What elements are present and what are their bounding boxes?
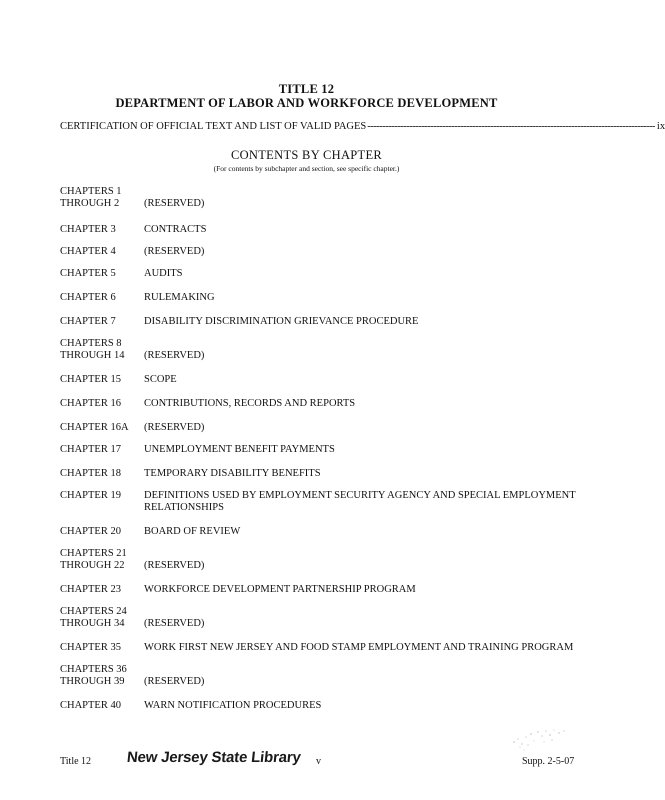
chapter-label-line: CHAPTERS 24 [60, 606, 127, 617]
chapter-label-line: CHAPTERS 36 [60, 664, 127, 675]
chapter-description-line: WARN NOTIFICATION PROCEDURES [144, 700, 322, 711]
chapter-description-line: TEMPORARY DISABILITY BENEFITS [144, 468, 321, 479]
chapter-row [60, 584, 590, 596]
chapter-label [60, 246, 144, 258]
chapter-label-line: THROUGH 22 [60, 560, 125, 571]
chapter-row [60, 490, 590, 514]
chapter-row [60, 444, 590, 456]
chapter-row [60, 292, 590, 304]
chapter-description-line: DEFINITIONS USED BY EMPLOYMENT SECURITY AGENCY AND SPECIAL EMPLOYMENT [144, 490, 576, 501]
chapter-label-line: CHAPTERS 8 [60, 338, 122, 349]
chapter-label [60, 186, 144, 210]
supplement-date: Supp. 2-5-07 [522, 756, 575, 767]
dot-leader: ------------------------------------------------------------------------------------------------ [367, 121, 655, 132]
chapter-label [60, 606, 144, 630]
chapter-description [144, 490, 590, 514]
chapter-description-line: (RESERVED) [144, 560, 205, 571]
chapter-label-line: THROUGH 34 [60, 618, 125, 629]
chapter-row [60, 526, 590, 538]
chapter-description-line: (RESERVED) [144, 618, 205, 629]
chapter-row [60, 246, 590, 258]
chapter-description-line: CONTRACTS [144, 224, 207, 235]
chapter-row [60, 664, 590, 688]
chapter-description [144, 246, 590, 258]
chapter-description-line: (RESERVED) [144, 246, 205, 257]
chapter-label-line: CHAPTER 17 [60, 444, 121, 455]
chapter-label-line: CHAPTERS 21 [60, 548, 127, 559]
chapter-label-line: CHAPTERS 1 [60, 186, 122, 197]
chapter-row [60, 186, 590, 210]
chapter-row [60, 468, 590, 480]
chapter-row [60, 548, 590, 572]
chapter-description [144, 468, 590, 480]
chapter-label-line: CHAPTER 16 [60, 398, 121, 409]
chapter-description-line: AUDITS [144, 268, 183, 279]
chapter-row [60, 398, 590, 410]
chapter-label-line: CHAPTER 35 [60, 642, 121, 653]
chapter-description [144, 700, 590, 712]
chapter-description-line: (RESERVED) [144, 198, 205, 209]
chapter-label-line: CHAPTER 16A [60, 422, 129, 433]
chapter-label [60, 664, 144, 688]
chapter-label-line: CHAPTER 18 [60, 468, 121, 479]
chapter-description-line: UNEMPLOYMENT BENEFIT PAYMENTS [144, 444, 335, 455]
chapter-label [60, 398, 144, 410]
chapter-description [144, 584, 590, 596]
chapter-description-line: (RESERVED) [144, 422, 205, 433]
chapter-label [60, 468, 144, 480]
chapter-description-line: CONTRIBUTIONS, RECORDS AND REPORTS [144, 398, 356, 409]
certification-page: ix [656, 121, 665, 132]
certification-text: CERTIFICATION OF OFFICIAL TEXT AND LIST OF VALID PAGES [60, 121, 367, 132]
chapter-description [144, 398, 590, 410]
chapter-label [60, 526, 144, 538]
chapter-description-line: DISABILITY DISCRIMINATION GRIEVANCE PROCEDURE [144, 316, 419, 327]
chapter-description-line: WORK FIRST NEW JERSEY AND FOOD STAMP EMPLOYMENT AND TRAINING PROGRAM [144, 642, 574, 653]
chapter-row [60, 606, 590, 630]
chapter-label-line: CHAPTER 23 [60, 584, 121, 595]
chapter-label-line: THROUGH 14 [60, 350, 125, 361]
chapter-description [144, 224, 590, 236]
chapter-row [60, 374, 590, 386]
chapter-label [60, 548, 144, 572]
chapter-description [144, 526, 590, 538]
chapter-description-line: (RESERVED) [144, 676, 205, 687]
contents-note: (For contents by subchapter and section, see specific chapter.) [213, 164, 400, 173]
chapter-row [60, 642, 590, 654]
chapter-label-line: CHAPTER 6 [60, 292, 116, 303]
chapter-label-line: THROUGH 39 [60, 676, 125, 687]
chapter-description [144, 606, 590, 630]
chapter-label-line: CHAPTER 15 [60, 374, 121, 385]
chapter-label [60, 268, 144, 280]
chapter-label [60, 642, 144, 654]
chapter-description [144, 444, 590, 456]
chapter-description [144, 664, 590, 688]
chapter-label-line: CHAPTER 3 [60, 224, 116, 235]
chapter-description [144, 642, 590, 654]
chapter-description [144, 374, 590, 386]
chapter-description-line: WORKFORCE DEVELOPMENT PARTNERSHIP PROGRAM [144, 584, 416, 595]
chapter-label [60, 224, 144, 236]
chapter-description-line: (RESERVED) [144, 350, 205, 361]
chapter-label-line: CHAPTER 4 [60, 246, 116, 257]
chapter-label [60, 444, 144, 456]
chapter-description [144, 316, 590, 328]
chapter-label [60, 490, 144, 514]
chapter-row [60, 268, 590, 280]
chapter-label-line: CHAPTER 5 [60, 268, 116, 279]
certification-line [60, 121, 665, 132]
chapter-label-line: CHAPTER 19 [60, 490, 121, 501]
page-number: v [316, 756, 321, 767]
chapter-row [60, 224, 590, 236]
chapter-description [144, 548, 590, 572]
chapter-label [60, 584, 144, 596]
chapter-row [60, 316, 590, 328]
chapter-row [60, 338, 590, 362]
title-number: TITLE 12 [278, 82, 335, 96]
contents-heading: CONTENTS BY CHAPTER [230, 148, 383, 162]
chapter-description [144, 422, 590, 434]
chapter-label-line: CHAPTER 20 [60, 526, 121, 537]
chapter-description [144, 186, 590, 210]
chapter-label [60, 422, 144, 434]
chapter-description [144, 268, 590, 280]
chapter-row [60, 422, 590, 434]
chapter-label [60, 700, 144, 712]
chapter-label-line: CHAPTER 40 [60, 700, 121, 711]
scan-smudge [504, 722, 574, 752]
chapter-description-line: RELATIONSHIPS [144, 502, 224, 513]
chapter-label-line: THROUGH 2 [60, 198, 120, 209]
chapter-label-line: CHAPTER 7 [60, 316, 116, 327]
chapter-description-line: RULEMAKING [144, 292, 215, 303]
library-stamp: New Jersey State Library [126, 749, 302, 766]
chapter-label [60, 292, 144, 304]
chapter-description-line: BOARD OF REVIEW [144, 526, 241, 537]
footer-title: Title 12 [60, 756, 92, 767]
chapter-label [60, 338, 144, 362]
chapter-row [60, 700, 590, 712]
chapter-label [60, 316, 144, 328]
chapter-label [60, 374, 144, 386]
chapter-description [144, 338, 590, 362]
chapter-description-line: SCOPE [144, 374, 177, 385]
chapter-description [144, 292, 590, 304]
department-title: DEPARTMENT OF LABOR AND WORKFORCE DEVELOPMENT [115, 96, 498, 110]
